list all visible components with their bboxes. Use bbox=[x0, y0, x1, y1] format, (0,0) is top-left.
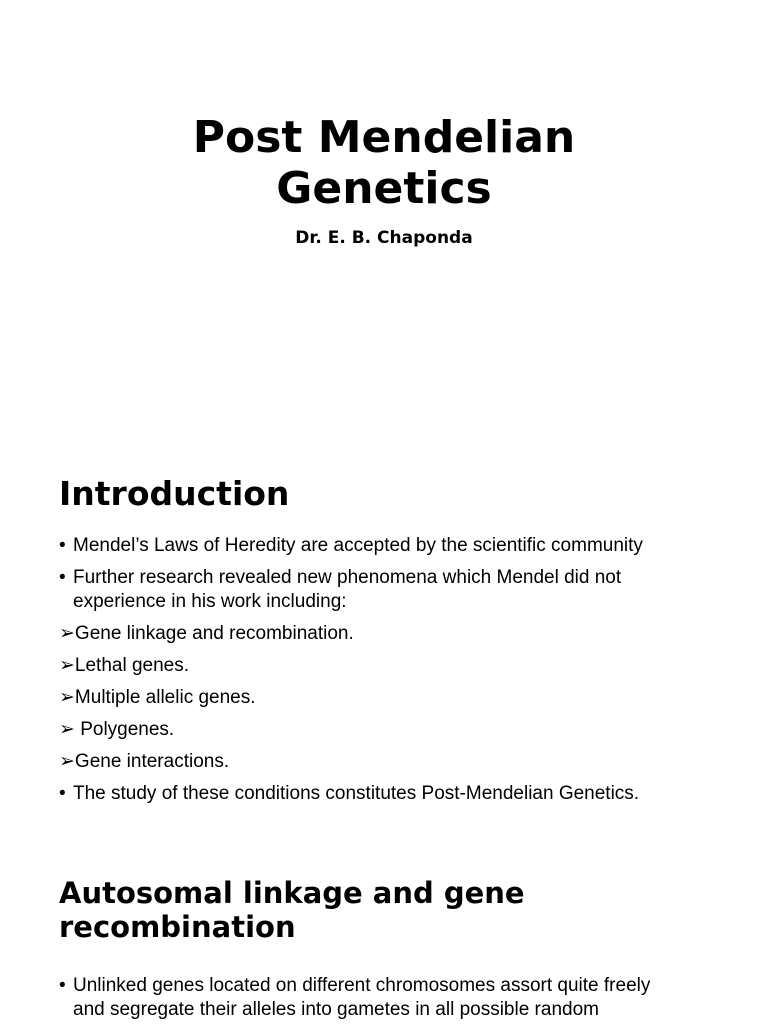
list-item bbox=[59, 534, 739, 558]
list-item-text: ➢Multiple allelic genes. bbox=[59, 687, 256, 708]
autosomal-heading-line-1: Autosomal linkage and gene bbox=[59, 876, 525, 910]
list-item bbox=[59, 750, 739, 774]
author-name: Dr. E. B. Chaponda bbox=[295, 228, 473, 248]
list-item bbox=[59, 686, 739, 710]
list-item bbox=[59, 782, 739, 806]
autosomal-heading-line-2: recombination bbox=[59, 910, 296, 944]
list-item-text: • The study of these conditions constitutes Post-Mendelian Genetics. bbox=[73, 783, 640, 804]
autosomal-linkage-heading bbox=[59, 876, 525, 944]
slide-title bbox=[0, 112, 768, 214]
list-item bbox=[59, 718, 739, 742]
list-item-text: and segregate their alleles into gametes in all possible random bbox=[73, 999, 599, 1020]
autosomal-list bbox=[59, 974, 739, 1022]
slide-title-line-1: Post Mendelian bbox=[192, 112, 576, 163]
list-item-text: experience in his work including: bbox=[73, 591, 347, 612]
list-item-text: • Further research revealed new phenomena which Mendel did not bbox=[73, 567, 622, 588]
list-item-text: • Unlinked genes located on different chromosomes assort quite freely bbox=[73, 975, 651, 996]
list-item-text: ➢Gene linkage and recombination. bbox=[59, 623, 354, 644]
list-item-text: ➢Lethal genes. bbox=[59, 655, 190, 676]
list-item bbox=[59, 622, 739, 646]
list-item bbox=[59, 974, 739, 1022]
list-item bbox=[59, 654, 739, 678]
list-item-text: ➢Gene interactions. bbox=[59, 751, 230, 772]
slide-title-line-2: Genetics bbox=[276, 163, 492, 214]
list-item bbox=[59, 566, 739, 614]
list-item-text: ➢ Polygenes. bbox=[59, 719, 175, 740]
list-item-text: • Mendel’s Laws of Heredity are accepted by the scientific community bbox=[73, 535, 643, 556]
introduction-heading: Introduction bbox=[59, 474, 290, 513]
introduction-list bbox=[59, 534, 739, 806]
